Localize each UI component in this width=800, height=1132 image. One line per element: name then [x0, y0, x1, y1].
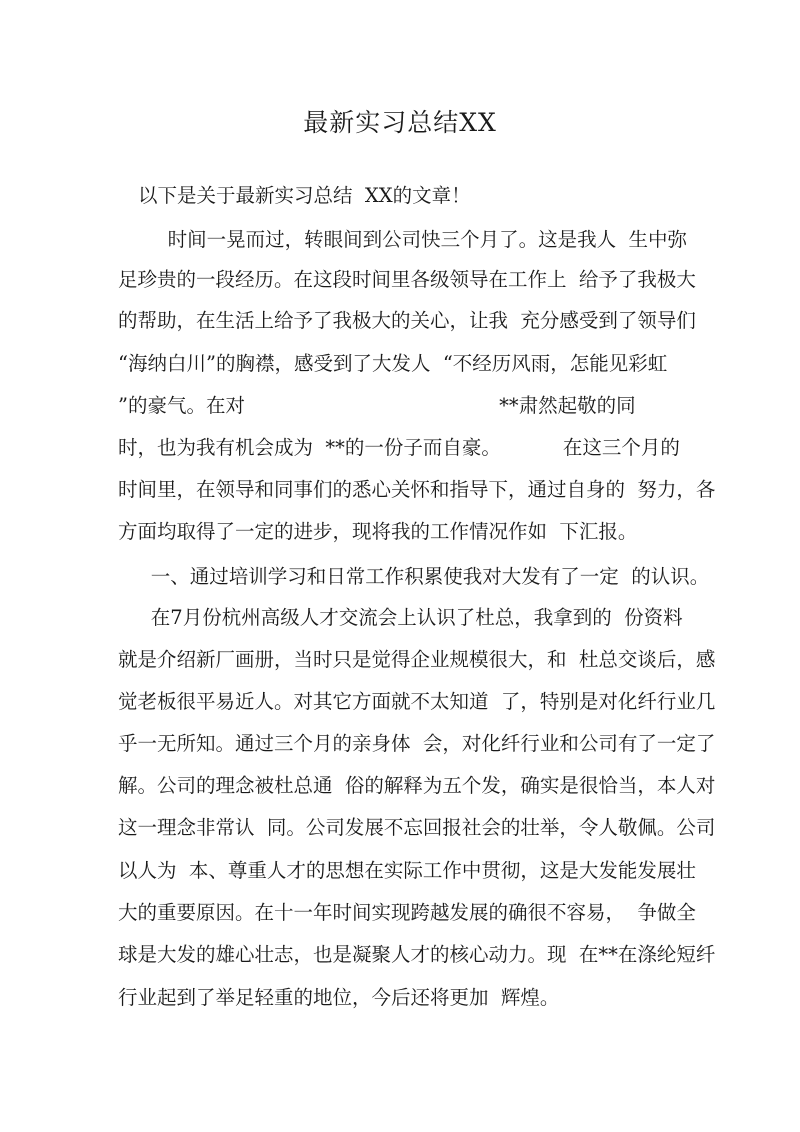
- body-line: 的帮助，在生活上给予了我极大的关心，让我 充分感受到了领导们: [118, 309, 696, 332]
- document-title: 最新实习总结XX: [303, 108, 497, 137]
- body-line: 足珍贵的一段经历。在这段时间里各级领导在工作上 给予了我极大: [118, 268, 696, 291]
- body-line: ”的豪气。在对 **肃然起敬的同: [118, 394, 636, 417]
- body-line: “海纳白川”的胸襟，感受到了大发人 “不经历风雨，怎能见彩虹: [118, 352, 668, 375]
- body-line: 行业起到了举足轻重的地位，今后还将更加 辉煌。: [118, 986, 560, 1009]
- body-line: 时，也为我有机会成为 **的一份子而自豪。 在这三个月的: [118, 436, 680, 459]
- body-line: 方面均取得了一定的进步，现将我的工作情况作如 下汇报。: [118, 520, 638, 543]
- body-line: 解。公司的理念被杜总通 俗的解释为五个发，确实是很恰当，本人对: [118, 774, 716, 797]
- body-line: 球是大发的雄心壮志，也是凝聚人才的核心动力。现 在**在涤纶短纤: [118, 943, 716, 966]
- body-line: 以下是关于最新实习总结 XX的文章！: [138, 184, 471, 207]
- body-line: 大的重要原因。在十一年时间实现跨越发展的确很不容易， 争做全: [118, 901, 696, 924]
- body-line: 就是介绍新厂画册，当时只是觉得企业规模很大，和 杜总交谈后，感: [118, 648, 716, 671]
- body-line: 以人为 本、尊重人才的思想在实际工作中贯彻，这是大发能发展壮: [118, 859, 696, 882]
- body-line: 这一理念非常认 同。公司发展不忘回报社会的壮举，令人敬佩。公司: [118, 816, 716, 839]
- body-line: 时间里，在领导和同事们的悉心关怀和指导下，通过自身的 努力，各: [118, 478, 716, 501]
- body-line: 时间一晃而过，转眼间到公司快三个月了。这是我人 生中弥: [118, 228, 687, 251]
- body-line: 觉老板很平易近人。对其它方面就不太知道 了，特别是对化纤行业几: [118, 690, 716, 713]
- body-line: 一、通过培训学习和日常工作积累使我对大发有了一定 的认识。: [126, 565, 710, 588]
- body-line: 乎一无所知。通过三个月的亲身体 会，对化纤行业和公司有了一定了: [118, 732, 716, 755]
- body-line: 在7月份杭州高级人才交流会上认识了杜总，我拿到的 份资料: [126, 606, 683, 629]
